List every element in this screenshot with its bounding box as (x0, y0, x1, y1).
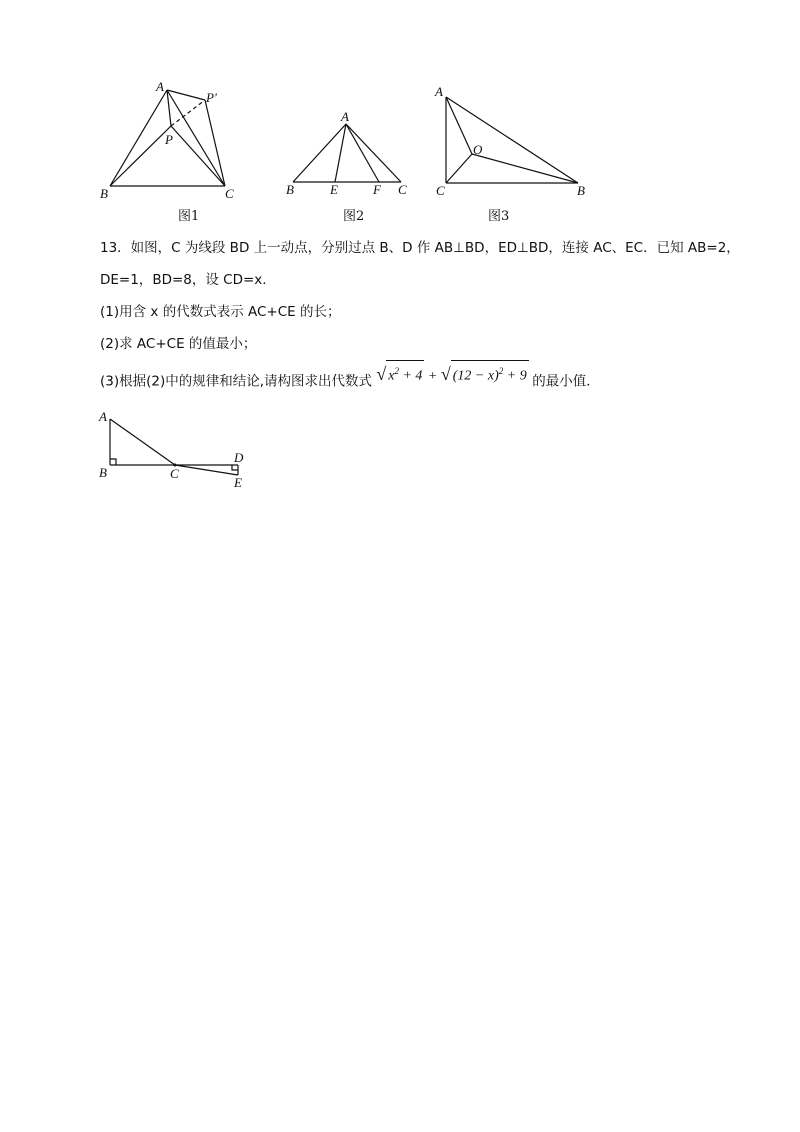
fig2-line-AE (335, 124, 346, 182)
fig1-label-P: P (165, 132, 173, 147)
fig1-line-PPprime (171, 100, 205, 126)
fig3-line-OB (472, 154, 578, 183)
fig2-caption: 图2 (343, 209, 365, 224)
problem-question-1: (1)用含 x 的代数式表示 AC+CE 的长； (100, 304, 341, 320)
fig2-label-C: C (398, 182, 407, 197)
fig4-label-A: A (99, 409, 107, 424)
fig1-label-Pprime: P' (206, 90, 217, 105)
fig2-label-F: F (373, 182, 381, 197)
fig3-line-OC (446, 154, 472, 183)
algebraic-expression: √ $x^2 + 4$ + √ $(12 - x)^2 + 9$ (376, 369, 532, 384)
figure-4-svg (95, 405, 265, 500)
figure-2-svg (283, 108, 413, 228)
fig4-label-C: C (170, 466, 179, 481)
problem-question-3 (100, 363, 600, 393)
q3-suffix: 的最小值． (532, 373, 600, 390)
fig1-line-PC (171, 126, 225, 186)
fig1-line-PprimeC (205, 100, 225, 186)
fig4-line-CE (175, 465, 238, 475)
fig3-caption: 图3 (488, 209, 510, 224)
fig3-label-B: B (577, 183, 585, 198)
fig1-label-C: C (225, 186, 234, 201)
figure-2 (283, 108, 413, 228)
radicand-1: $x^2 + 4$ (386, 360, 424, 387)
radicand-2: $(12 - x)^2 + 9$ (451, 360, 529, 387)
fig4-label-B: B (99, 465, 107, 480)
figure-1 (95, 78, 245, 228)
figure-3-svg (430, 82, 600, 228)
fig3-label-O: O (473, 142, 483, 157)
figure-4 (95, 405, 265, 500)
figure-1-svg (95, 78, 245, 228)
fig4-right-angle-D (232, 465, 238, 470)
fig2-label-B: B (286, 182, 294, 197)
fig2-label-A: A (341, 109, 349, 124)
fig3-label-C: C (436, 183, 445, 198)
fig1-label-B: B (100, 186, 108, 201)
fig3-label-A: A (435, 84, 443, 99)
q3-prefix: (3)根据(2)中的规律和结论,请构图求出代数式 (100, 373, 373, 390)
fig4-label-D: D (234, 450, 244, 465)
sqrt-symbol-1: √ (376, 363, 387, 384)
fig4-label-E: E (234, 475, 242, 490)
fig4-line-AC (110, 419, 175, 465)
figure-3 (430, 82, 600, 228)
problem-line-1: 13．如图，C 为线段 BD 上一动点，分别过点 B、D 作 AB⊥BD，ED⊥BD，连接 AC、EC．已知 AB=2， (100, 240, 740, 256)
fig4-right-angle-B (110, 459, 116, 465)
fig2-line-AB (293, 124, 346, 182)
problem-line-2: DE=1，BD=8，设 CD=x. (100, 272, 267, 288)
sqrt-symbol-2: √ (440, 363, 451, 384)
fig2-label-E: E (330, 182, 338, 197)
fig1-label-A: A (156, 79, 164, 94)
problem-question-2: (2)求 AC+CE 的值最小； (100, 336, 257, 352)
fig1-caption: 图1 (178, 209, 200, 224)
